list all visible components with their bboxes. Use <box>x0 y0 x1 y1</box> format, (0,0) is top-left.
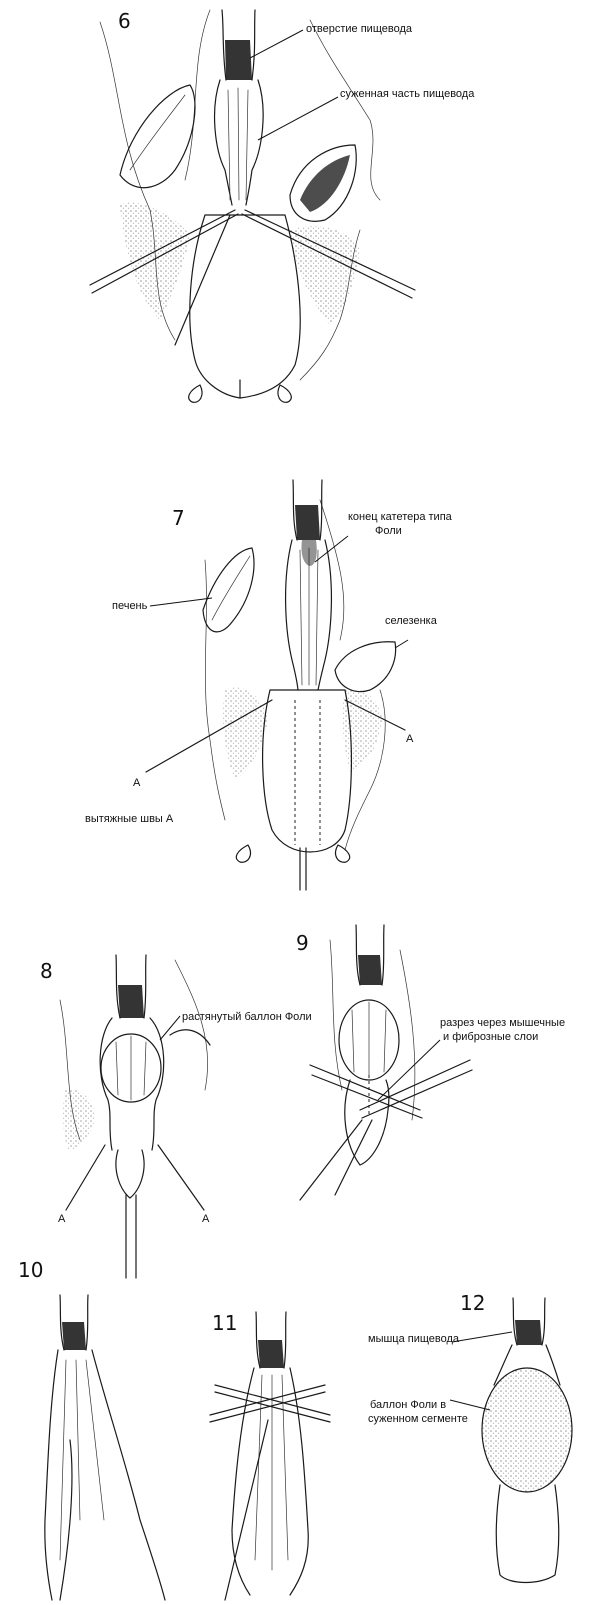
fig6-esophageal-opening <box>225 40 252 80</box>
fig12-leader-muscle <box>452 1332 512 1342</box>
fig9-leader-incision <box>378 1040 440 1100</box>
fig7-esophagus-right <box>318 540 331 690</box>
figure-9 <box>296 925 568 1200</box>
figure-11-number: 11 <box>212 1311 238 1335</box>
fig8-label-a-right: A <box>202 1213 210 1225</box>
fig8-esophageal-opening <box>118 985 144 1018</box>
fig6-liver-lobe <box>120 85 195 188</box>
fig11-esophagus-left <box>232 1368 254 1595</box>
fig8-stippled-tissue <box>63 1089 95 1150</box>
fig7-label-liver: печень <box>112 600 148 612</box>
fig11-instrument <box>225 1420 268 1600</box>
fig10-muscle-fibers <box>60 1360 104 1560</box>
fig9-lower-segment <box>345 1080 389 1165</box>
fig7-liver-hatching <box>212 556 250 620</box>
fig6-leader-opening <box>250 30 303 58</box>
fig7-stippled-tissue-left <box>223 687 268 780</box>
fig7-esophagus-left <box>286 540 298 690</box>
fig8-suture-left <box>66 1145 105 1210</box>
fig7-label-a-left: A <box>133 777 141 789</box>
fig7-catheter-tip <box>301 540 316 566</box>
fig9-wall-right <box>382 925 384 985</box>
figure-12 <box>368 1291 572 1583</box>
figure-8 <box>40 955 312 1278</box>
fig10-esophagus-left <box>45 1350 58 1600</box>
fig7-clamp-right <box>336 845 350 862</box>
fig9-tissue-outline-left <box>330 940 342 1090</box>
figure-10-number: 10 <box>18 1258 44 1282</box>
fig7-clamp-left <box>236 845 250 862</box>
fig7-spleen <box>335 642 396 692</box>
fig10-esophageal-opening <box>62 1322 86 1350</box>
fig7-esophagus-wall-right <box>320 480 322 540</box>
fig6-stippled-tissue-left <box>120 202 190 320</box>
figure-11 <box>210 1311 330 1600</box>
fig11-esophagus-right <box>290 1368 308 1595</box>
fig11-suture-2 <box>215 1392 330 1422</box>
fig6-tissue-line <box>185 10 210 180</box>
fig8-balloon-fibers <box>116 1036 146 1100</box>
fig9-retractor-1 <box>310 1065 420 1110</box>
fig9-retractor-4 <box>362 1070 472 1118</box>
fig9-retractor-2 <box>312 1075 422 1118</box>
figure-6-number: 6 <box>118 9 131 33</box>
figure-7-number: 7 <box>172 506 185 530</box>
fig7-leader-spleen <box>395 640 408 648</box>
figure-7 <box>85 480 455 890</box>
fig9-tissue-outline-right <box>400 950 415 1120</box>
figure-10 <box>18 1258 165 1600</box>
fig6-stomach-flap <box>190 215 300 398</box>
fig6-esophagus-fibers <box>228 88 248 200</box>
fig11-wall-right <box>284 1312 286 1368</box>
fig8-lower-segment <box>116 1150 144 1198</box>
fig7-stomach-flap <box>263 690 352 852</box>
fig12-label-muscle: мышца пищевода <box>368 1333 460 1345</box>
figure-9-number: 9 <box>296 931 309 955</box>
fig7-esophageal-opening <box>295 505 320 540</box>
fig7-leader-liver <box>150 598 212 606</box>
fig8-label-balloon: растянутый баллон Фоли <box>182 1011 312 1023</box>
fig7-liver <box>203 548 254 632</box>
fig7-label-a-right: A <box>406 733 414 745</box>
fig8-leader-balloon <box>160 1016 180 1040</box>
fig12-leader-balloon <box>450 1400 490 1410</box>
fig6-label-opening: отверстие пищевода <box>306 23 413 35</box>
fig11-esophageal-opening <box>258 1340 284 1368</box>
fig12-wall-right <box>542 1298 545 1345</box>
fig8-tissue-outline-right <box>175 960 208 1090</box>
fig12-esophageal-opening <box>515 1320 542 1345</box>
figure-6 <box>90 9 475 402</box>
fig9-label-incision: разрез через мышечные и фиброзные слои <box>440 1017 566 1043</box>
fig8-wall-right <box>144 955 146 1018</box>
figure-8-number: 8 <box>40 959 53 983</box>
fig9-esophageal-opening <box>358 955 382 985</box>
fig8-esophagus-left <box>100 1018 112 1150</box>
fig12-lower-segment <box>496 1485 559 1583</box>
fig7-label-spleen: селезенка <box>385 615 437 627</box>
fig6-clamp-left <box>189 385 202 402</box>
fig10-wall-right <box>86 1295 88 1350</box>
fig9-balloon-fibers <box>352 1002 386 1078</box>
fig6-label-narrowed: суженная часть пищевода <box>340 88 475 100</box>
fig6-leader-narrowed <box>258 97 338 140</box>
fig8-suture-right <box>158 1145 204 1210</box>
fig10-incision-edge <box>60 1440 72 1600</box>
fig12-label-balloon: баллон Фоли в суженном сегменте <box>368 1399 468 1425</box>
fig8-label-a-left: A <box>58 1213 66 1225</box>
fig6-esophagus-right <box>246 80 263 205</box>
fig10-esophagus-right <box>92 1350 165 1600</box>
fig7-label-catheter: конец катетера типа Фоли <box>348 511 452 537</box>
fig11-suture-3 <box>210 1385 325 1415</box>
fig6-clamp-right <box>278 385 291 402</box>
fig11-suture-4 <box>210 1392 325 1422</box>
fig7-esophagus-fibers <box>300 548 318 685</box>
fig6-esophagus-left <box>215 80 232 205</box>
fig7-label-traction-sutures: вытяжные швы A <box>85 813 174 825</box>
fig6-esophagus-wall-right <box>252 10 255 80</box>
figure-12-number: 12 <box>460 1291 486 1315</box>
fig11-suture-1 <box>215 1385 330 1415</box>
fig7-tissue-outline-right <box>320 500 344 640</box>
